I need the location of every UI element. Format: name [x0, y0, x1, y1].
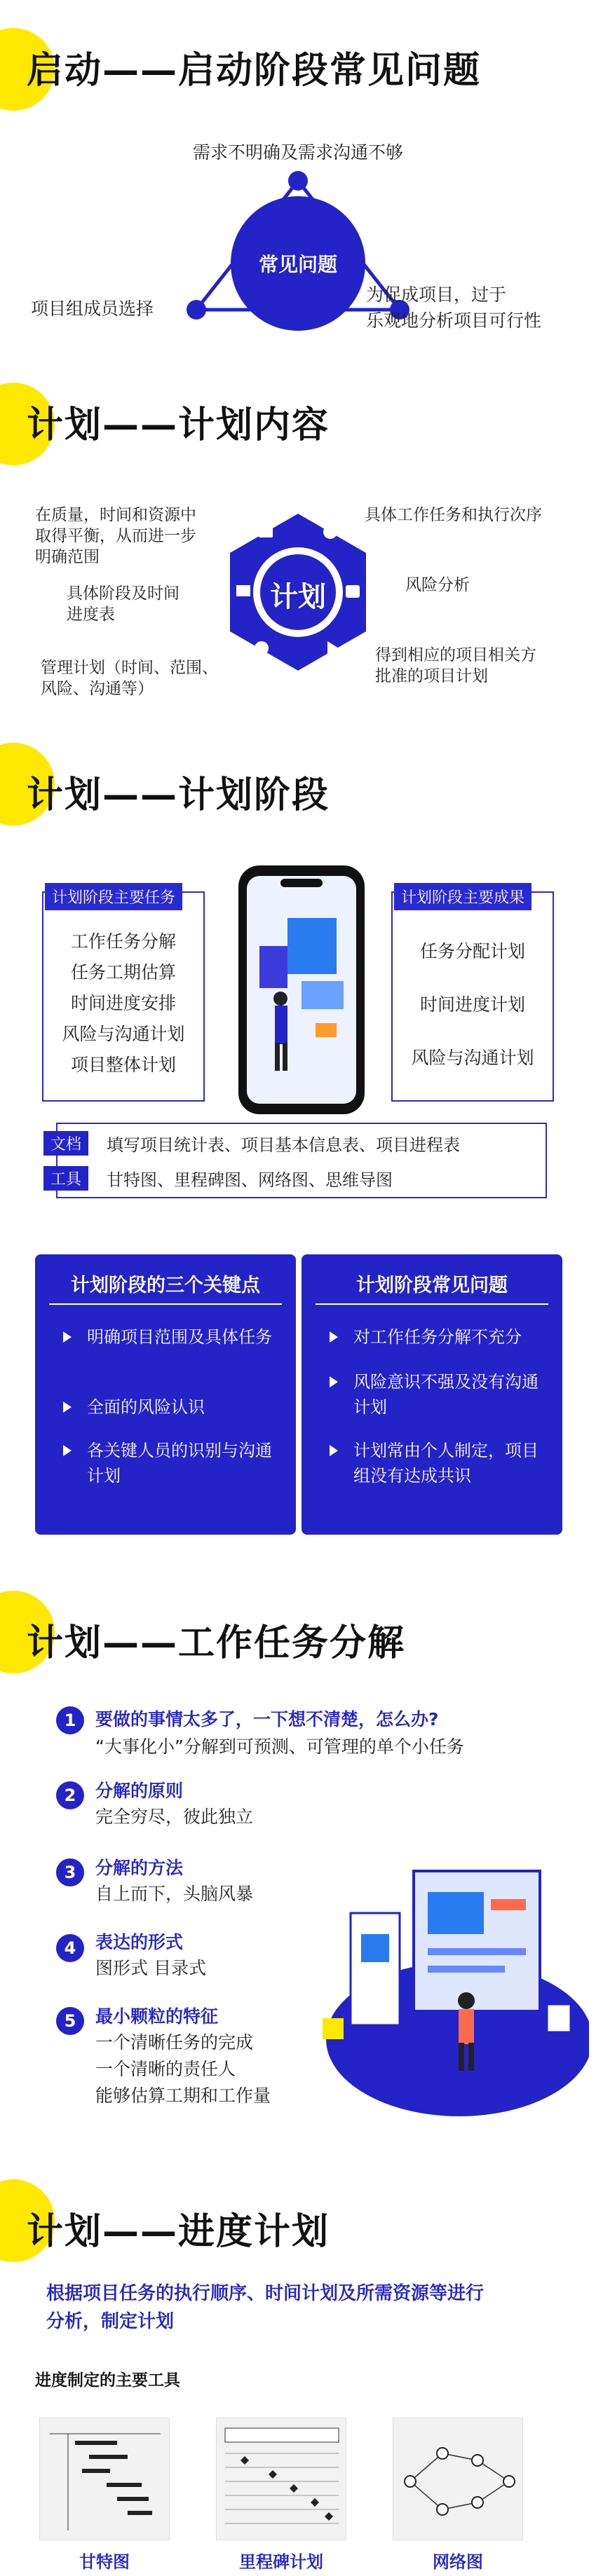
issue-left: 项目组成员选择: [31, 299, 154, 319]
result-item: 时间进度计划: [419, 994, 525, 1015]
section-heading-plan-content: 计划——计划内容: [27, 404, 330, 446]
section-startup: [0, 0, 596, 350]
step-number: 1: [56, 1706, 84, 1734]
results-panel-title: 计划阶段主要成果: [394, 883, 531, 910]
step-body: 自上而下，头脑风暴: [95, 1884, 254, 1904]
step-title: 要做的事情太多了，一下想不清楚，怎么办?: [95, 1709, 439, 1729]
task-item: 任务工期估算: [70, 962, 176, 982]
plan-center-label: 计划: [270, 581, 326, 613]
step-number: 3: [56, 1858, 84, 1886]
task-item: 工作任务分解: [70, 931, 176, 952]
tool-text: 甘特图、里程碑图、网络图、思维导图: [107, 1170, 393, 1190]
tool-label-milestone: 里程碑计划: [239, 2552, 323, 2572]
result-item: 任务分配计划: [419, 941, 525, 961]
step-body: 完全穷尽，彼此独立: [95, 1807, 254, 1827]
section-heading-startup: 启动——启动阶段常见问题: [27, 50, 482, 92]
step-body: “大事化小”分解到可预测、可管理的单个小任务: [95, 1736, 464, 1757]
step-title: 分解的方法: [95, 1858, 184, 1878]
doc-text: 填写项目统计表、项目基本信息表、项目进程表: [107, 1135, 460, 1155]
section-plan-content: [0, 364, 596, 701]
step-number: 2: [56, 1781, 84, 1809]
key-point-item: 各关键人员的识别与沟通计划: [63, 1438, 279, 1488]
step-body: 一个清晰任务的完成 一个清晰的责任人 能够估算工期和工作量: [95, 2032, 271, 2106]
plan-item-balance: 在质量，时间和资源中 取得平衡，从而进一步 明确范围: [35, 506, 196, 566]
step-title: 表达的形式: [95, 1932, 184, 1952]
plan-item-phases: 具体阶段及时间 进度表: [67, 584, 180, 624]
section-wbs: [0, 1549, 596, 2137]
section-schedule: [0, 2137, 596, 2576]
key-points-box: [35, 1254, 296, 1535]
schedule-intro-line1: 根据项目任务的执行顺序、时间计划及所需资源等进行: [46, 2283, 485, 2304]
divider: [49, 1303, 282, 1305]
phone-illustration: [231, 862, 372, 1121]
issue-right-line2: 乐观地分析项目可行性: [366, 310, 542, 331]
network-chart-card: [393, 2418, 523, 2540]
results-panel: [391, 891, 554, 1102]
result-item: 风险与沟通计划: [411, 1048, 534, 1068]
tools-title: 进度制定的主要工具: [35, 2371, 180, 2390]
gantt-chart-thumbnail: [40, 2418, 170, 2541]
step-title: 最小颗粒的特征: [95, 2006, 219, 2027]
plan-item-tasks: 具体工作任务和执行次序: [365, 506, 542, 524]
plan-item-management: 管理计划（时间、范围、 风险、沟通等）: [41, 659, 218, 698]
step-title: 分解的原则: [95, 1781, 184, 1801]
doc-tag: 文档: [43, 1131, 88, 1156]
common-issues-box: [302, 1254, 562, 1535]
key-points-title: 计划阶段的三个关键点: [71, 1275, 260, 1296]
gantt-chart-card: [39, 2418, 170, 2540]
plan-item-approval: 得到相应的项目相关方 批准的项目计划: [375, 646, 536, 685]
task-item: 时间进度安排: [70, 993, 176, 1013]
docs-tools-box: [50, 1123, 547, 1198]
tasks-panel-title: 计划阶段主要任务: [45, 883, 182, 910]
network-chart-thumbnail: [393, 2418, 524, 2541]
diagram-center-label: 常见问题: [258, 253, 337, 276]
key-point-item: 全面的风险认识: [63, 1395, 279, 1420]
issue-item: 对工作任务分解不充分: [330, 1324, 546, 1350]
tool-tag: 工具: [43, 1166, 88, 1191]
section-heading-plan-phase: 计划——计划阶段: [27, 774, 330, 816]
step-body: 图形式 目录式: [95, 1958, 206, 1978]
section-plan-phase: [0, 708, 596, 1549]
schedule-intro-line2: 分析，制定计划: [46, 2311, 175, 2332]
task-item: 项目整体计划: [70, 1055, 176, 1075]
issue-item: 风险意识不强及没有沟通计划: [330, 1369, 546, 1420]
issue-item: 计划常由个人制定，项目组没有达成共识: [330, 1438, 546, 1488]
task-item: 风险与沟通计划: [62, 1024, 185, 1044]
milestone-chart-thumbnail: [217, 2418, 347, 2541]
step-number: 4: [56, 1934, 84, 1962]
milestone-chart-card: [216, 2418, 346, 2540]
key-point-item: 明确项目范围及具体任务: [63, 1324, 279, 1350]
issue-right-line1: 为促成项目，过于: [366, 285, 507, 305]
divider: [316, 1303, 548, 1305]
tool-label-network: 网络图: [433, 2552, 483, 2572]
section-heading-wbs: 计划——工作任务分解: [27, 1622, 406, 1664]
issue-top: 需求不明确及需求沟通不够: [192, 142, 403, 163]
tool-label-gantt: 甘特图: [79, 2552, 130, 2572]
plan-item-risk: 风险分析: [405, 576, 470, 594]
common-issues-title: 计划阶段常见问题: [356, 1275, 508, 1296]
step-number: 5: [56, 2007, 84, 2035]
wbs-illustration: [309, 1829, 589, 2123]
tasks-panel: [42, 891, 205, 1102]
section-heading-schedule: 计划——进度计划: [27, 2211, 330, 2253]
